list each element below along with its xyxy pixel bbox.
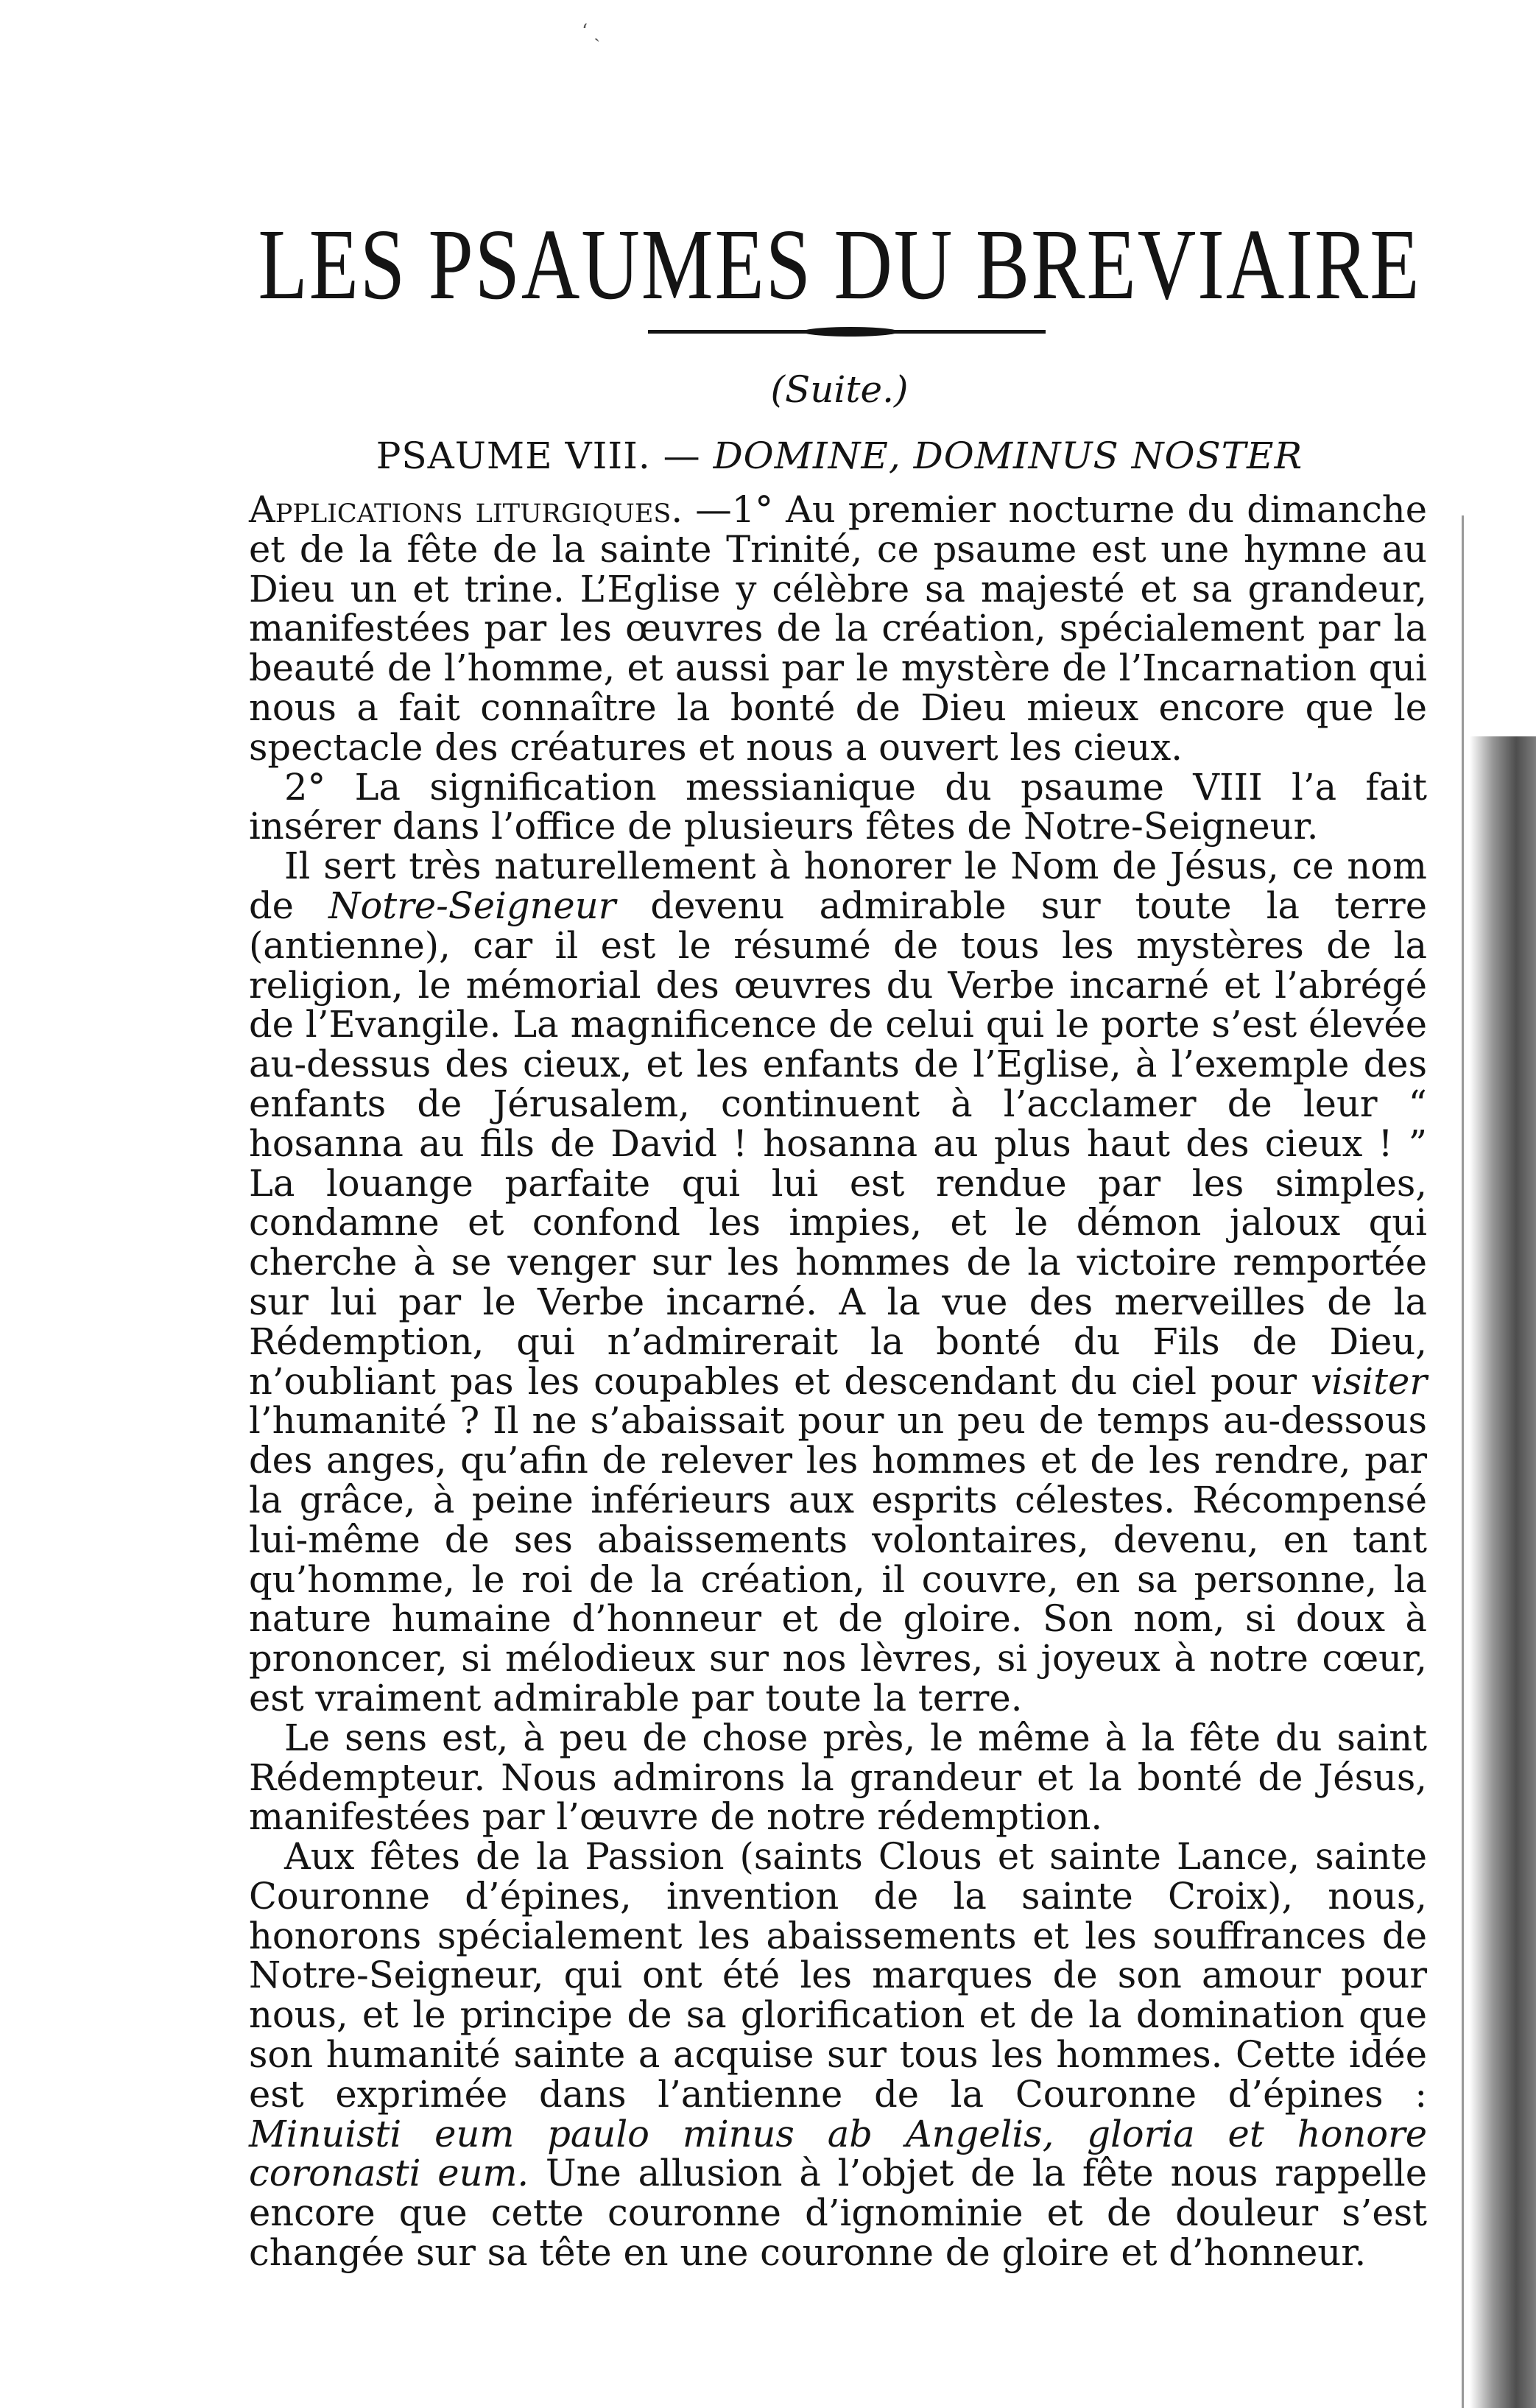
italic-phrase: Notre-Seigneur: [328, 884, 616, 927]
psalm-latin-incipit: DOMINE, DOMINUS NOSTER: [713, 434, 1303, 477]
title-rule-ornament: [803, 327, 898, 337]
paragraph-holy-name: [249, 847, 1427, 1719]
paragraph-text: l’humanité ? Il ne s’abaissait pour un peu de temps au-dessous des anges, qu’afin de relever les hommes et de les rendre, par la grâce, à peine inférieurs aux esprits célestes. Récompensé lui-même de ses abaissements volontaires, devenu, en tant qu’homme, le roi de la création, il couvre, en sa personne, la nature humaine d’honneur et de gloire. Son nom, si doux à prononcer, si mélodieux sur nos lèvres, si joyeux à notre cœur, est vraiment admirable par toute la terre.: [249, 1399, 1427, 1719]
italic-word: visiter: [1311, 1359, 1427, 1403]
page-edge-line: [1462, 515, 1464, 2408]
paragraph-text: devenu admirable sur toute la terre (antienne), car il est le résumé de tous les mystères de la religion, le mémorial des œuvres du Verbe incarné et l’abrégé de l’Evangile. La magnificence de celui qui le porte s’est élevée au-dessus des cieux, et les enfants de l’Eglise, à l’exemple des enfants de Jérusalem, continuent à l’acclamer de leur “ hosanna au fils de David ! hosanna au plus haut des cieux ! ” La louange parfaite qui lui est rendue par les simples, condamne et confond les impies, et le démon jaloux qui cherche à se venger sur les hommes de la victoire remportée sur lui par le Verbe incarné. A la vue des merveilles de la Rédemption, qui n’admirerait la bonté du Fils de Dieu, n’oubliant pas les coupables et descendant du ciel pour: [249, 884, 1427, 1403]
page-title: LES PSAUMES DU BREVIAIRE: [258, 208, 1421, 320]
paragraph-text: Aux fêtes de la Passion (saints Clous et sainte Lance, sainte Couronne d’épines, invention de la sainte Croix), nous, honorons spécialement les abaissements et les souffrances de Notre-Seigneur, qui ont été les marques de son amour pour nous, et le principe de sa glorification et de la domination que son humanité sainte a acquise sur tous les hommes. Cette idée est exprimée dans l’antienne de la Couronne d’épines :: [249, 1835, 1427, 2116]
paragraph-text: —1° Au premier nocturne du dimanche et de la fête de la sainte Trinité, ce psaume est une hymne au Dieu un et trine. L’Eglise y célèbre sa majesté et sa grandeur, manifestées par les œuvres de la création, spécialement par la beauté de l’homme, et aussi par le mystère de l’Incarnation qui nous a fait connaître la bonté de Dieu mieux encore que le spectacle des créatures et nous a ouvert les cieux.: [249, 488, 1427, 769]
paragraph-messianic-meaning: 2° La signification messianique du psaume VIII l’a fait insérer dans l’office de plusieurs fêtes de Notre-Seigneur.: [249, 765, 1427, 848]
psalm-number: PSAUME VIII. —: [376, 434, 701, 477]
section-lead: Applications liturgiques.: [249, 488, 683, 531]
print-speck: ‘ ˎ: [582, 21, 601, 43]
article-body: [249, 490, 1427, 2273]
paragraph-redeemer: Le sens est, à peu de chose près, le même à la fête du saint Rédempteur. Nous admirons la grandeur et la bonté de Jésus, manifestées par l’œuvre de notre rédemption.: [249, 1716, 1427, 1839]
paragraph-passion-feasts: [249, 1837, 1427, 2273]
paragraph-text: Il sert très naturellement à honorer le Nom de Jésus, ce nom de: [249, 845, 1427, 927]
latin-quotation: Minuisti eum paulo minus ab Angelis, gloria et honore coronasti eum.: [249, 2112, 1427, 2195]
paragraph-liturgical-applications: [249, 490, 1427, 768]
paragraph-text: Une allusion à l’objet de la fête nous rappelle encore que cette couronne d’ignominie et de douleur s’est changée sur sa tête en une couronne de gloire et d’honneur.: [249, 2152, 1427, 2275]
page-edge-shadow: [1470, 736, 1536, 2408]
psalm-heading: [250, 434, 1428, 477]
continuation-note: (Suite.): [770, 368, 909, 411]
